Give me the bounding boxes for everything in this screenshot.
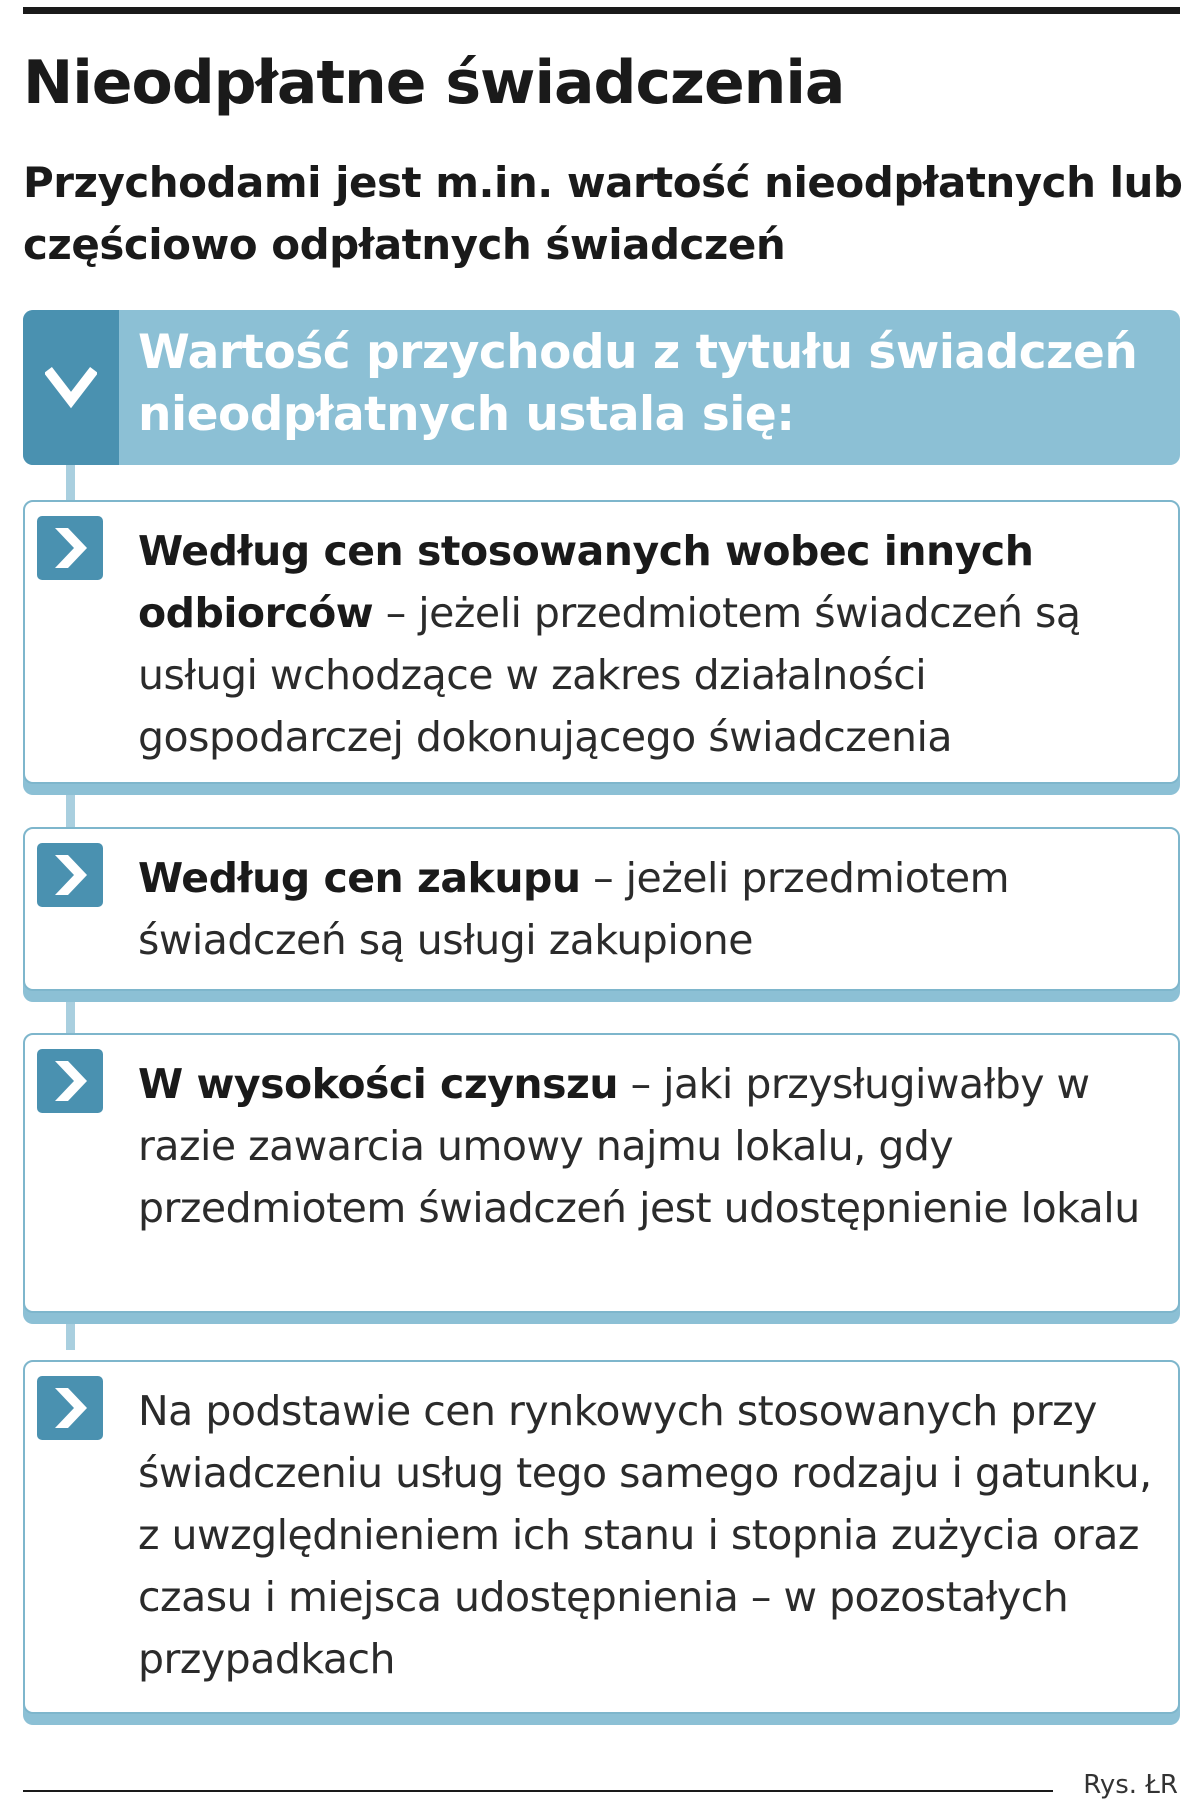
item-text xyxy=(138,1053,1168,1239)
list-item xyxy=(23,1033,1180,1313)
header-text: Wartość przychodu z tytułu świadczeń nieodpłatnych ustala się: xyxy=(138,325,1138,442)
item-body-text: – jaki przysługiwałby w razie zawarcia umowy najmu lokalu, gdy przedmiotem świadczeń jest udostępnienie lokalu xyxy=(138,1060,1140,1232)
list-item xyxy=(23,827,1180,991)
credit: Rys. ŁR xyxy=(1083,1770,1178,1800)
item-bold-text: W wysokości czynszu xyxy=(138,1060,619,1108)
item-body-text: – jeżeli przedmiotem świadczeń są usługi wchodzące w zakres działalności gospodarczej dokonującego świadczenia xyxy=(138,589,1081,761)
item-bold-text: Według cen stosowanych wobec innych odbiorców xyxy=(138,527,1034,637)
item-icon-box xyxy=(37,1049,103,1113)
subtitle: Przychodami jest m.in. wartość nieodpłatnych lub częściowo odpłatnych świadczeń xyxy=(23,158,1183,269)
chevron-right-icon xyxy=(51,1386,91,1430)
item-body-text: – jeżeli przedmiotem świadczeń są usługi zakupione xyxy=(138,854,1010,964)
chevron-right-icon xyxy=(51,526,91,570)
page-title: Nieodpłatne świadczenia xyxy=(23,48,845,118)
chevron-down-icon xyxy=(45,354,97,418)
list-item xyxy=(23,500,1180,784)
top-rule xyxy=(23,7,1180,14)
item-body-text: Na podstawie cen rynkowych stosowanych przy świadczeniu usług tego samego rodzaju i gatunku, z uwzględnieniem ich stanu i stopnia zużycia oraz czasu i miejsca udostępnienia – w pozostałych przypadkach xyxy=(138,1387,1152,1683)
chevron-right-icon xyxy=(51,1059,91,1103)
item-icon-box xyxy=(37,1376,103,1440)
item-text xyxy=(138,1380,1168,1690)
item-icon-box xyxy=(37,843,103,907)
header-box xyxy=(23,310,1180,465)
item-icon-box xyxy=(37,516,103,580)
chevron-right-icon xyxy=(51,853,91,897)
bottom-rule xyxy=(23,1790,1053,1792)
item-bold-text: Według cen zakupu xyxy=(138,854,581,902)
item-text xyxy=(138,520,1168,768)
header-tab xyxy=(23,310,119,465)
item-text xyxy=(138,847,1168,971)
list-item xyxy=(23,1360,1180,1714)
